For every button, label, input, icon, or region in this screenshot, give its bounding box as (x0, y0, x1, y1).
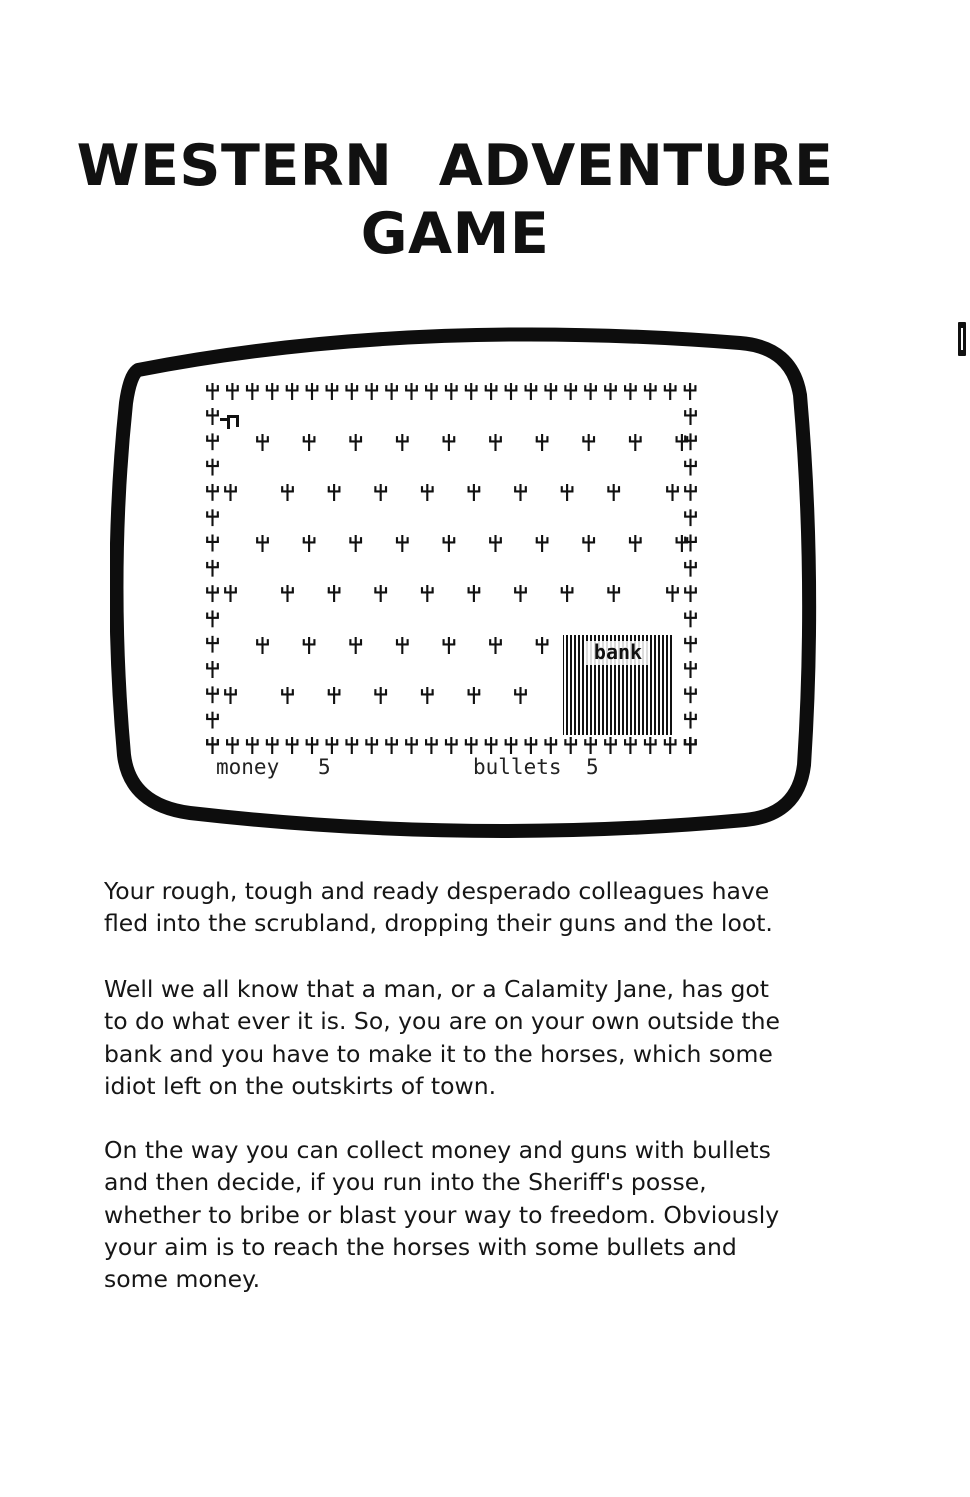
text-line: to do what ever it is. So, you are on your own outside the (104, 1007, 780, 1036)
text-line: On the way you can collect money and guns with bullets (104, 1136, 771, 1164)
text-line: Your rough, tough and ready desperado colleagues have (104, 877, 770, 905)
title-line-1: WESTERN ADVENTURE (76, 133, 834, 199)
text-line: and then decide, if you run into the Sheriff's posse, (104, 1168, 707, 1197)
tv-screen-frame (110, 325, 826, 840)
title-line-2: GAME (360, 201, 550, 267)
text-line: idiot left on the outskirts of town. (104, 1071, 497, 1100)
text-line: Well we all know that a man, or a Calamity Jane, has got (104, 975, 769, 1003)
bullets-label: bullets (473, 755, 562, 779)
text-line: whether to bribe or blast your way to freedom. Obviously (104, 1200, 780, 1229)
text-line: some money. (104, 1265, 261, 1294)
paragraph-2 (104, 973, 826, 1102)
paragraph-3 (104, 1134, 826, 1295)
text-line: fled into the scrubland, dropping their guns and the loot. (104, 909, 773, 938)
bank-label: bank (593, 640, 643, 664)
text-line: your aim is to reach the horses with some bullets and (104, 1232, 737, 1261)
bank-building (563, 635, 674, 735)
money-value: 5 (318, 755, 331, 779)
page-edge-mark (958, 322, 966, 356)
paragraph-1 (104, 875, 826, 940)
page-title (0, 132, 910, 268)
money-label: money (216, 755, 280, 779)
text-line: bank and you have to make it to the horses, which some (104, 1039, 773, 1068)
bullets-value: 5 (586, 755, 599, 779)
game-screen-illustration (110, 325, 826, 840)
